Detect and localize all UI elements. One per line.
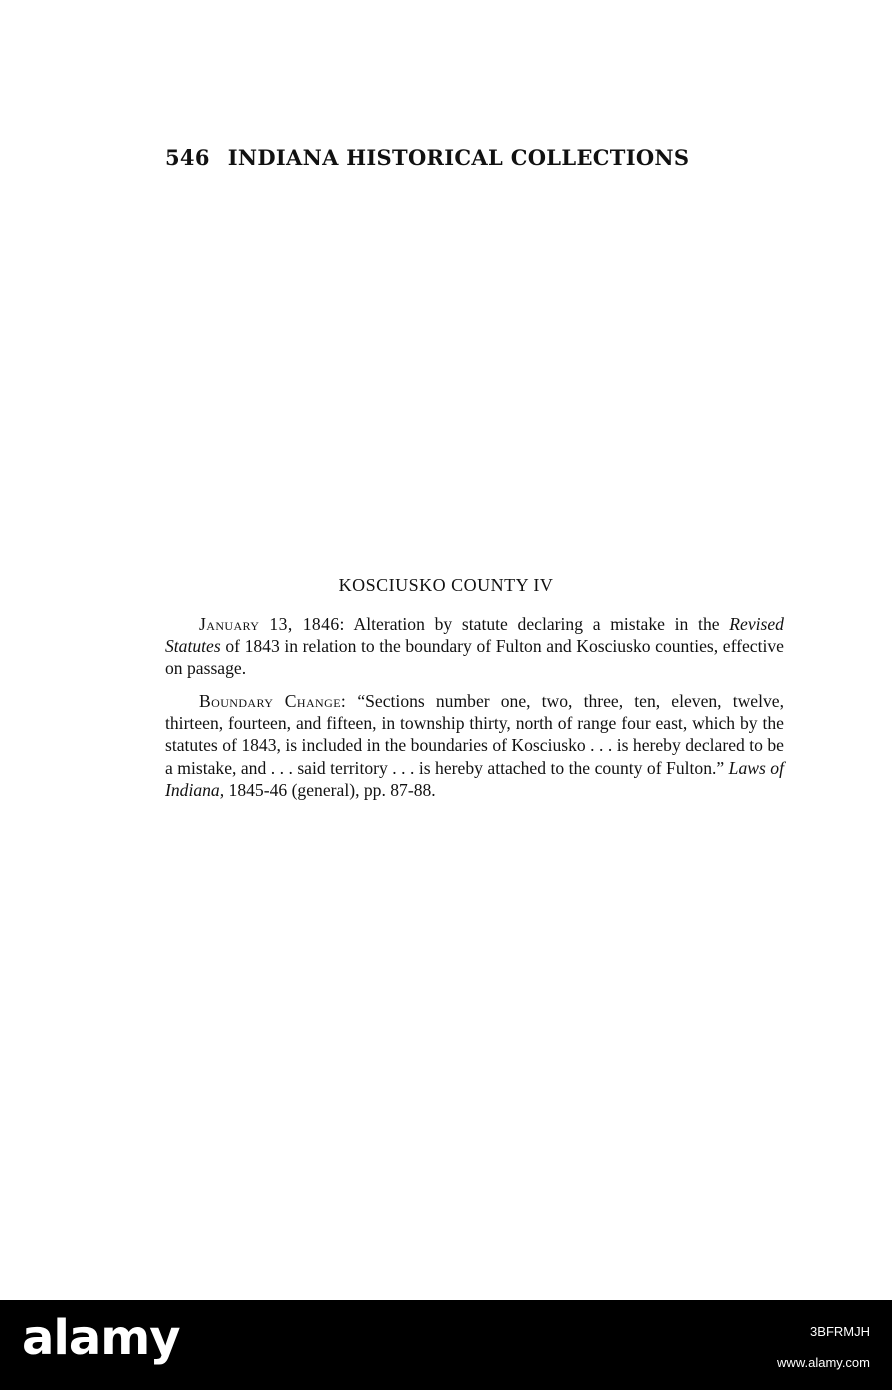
paragraph-boundary-change bbox=[165, 690, 784, 801]
paragraph-text: 1845-46 (general), pp. 87-88. bbox=[224, 779, 436, 800]
image-id: 3BFRMJH bbox=[810, 1324, 870, 1339]
paragraph-text: “Sections number one, two, three, ten, eleven, twelve, thirteen, fourteen, and fifteen, in township thirty, north of range four east, which by the statutes of 1843, is included in the boundaries of Kosciusko . . . is hereby declared to be a mistake, and . . . said territory . . . is hereby attached to the county of Fulton.” bbox=[165, 691, 784, 778]
boundary-change-label: Boundary Change: bbox=[199, 691, 347, 711]
entry-date-label: January 13, 1846: bbox=[199, 614, 345, 634]
paragraph-date-entry bbox=[165, 613, 784, 680]
italic-citation: Revised Statutes bbox=[165, 614, 784, 657]
section-title: KOSCIUSKO COUNTY IV bbox=[338, 575, 554, 595]
italic-citation: Laws of Indiana, bbox=[165, 757, 784, 800]
site-url: www.alamy.com bbox=[777, 1355, 870, 1370]
paragraph-text: of 1843 in relation to the boundary of Fulton and Kosciusko counties, effective on passage. bbox=[165, 636, 784, 679]
running-head bbox=[165, 145, 765, 170]
paragraph-text: Alteration by statute declaring a mistake in the bbox=[344, 614, 730, 634]
alamy-logo: alamy bbox=[22, 1310, 180, 1366]
page-number: 546 bbox=[165, 145, 210, 170]
running-title: INDIANA HISTORICAL COLLECTIONS bbox=[227, 145, 690, 170]
